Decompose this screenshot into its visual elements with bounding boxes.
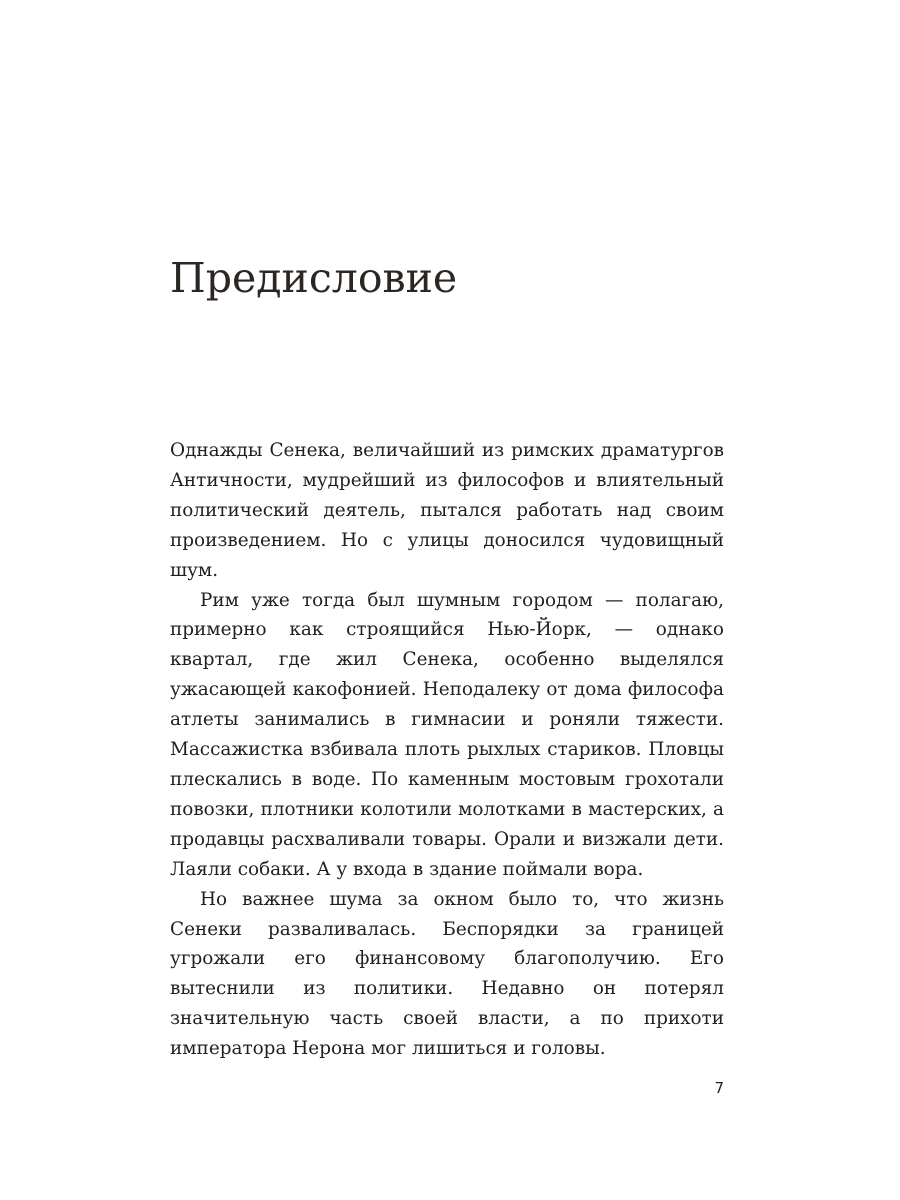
body-text: [170, 436, 724, 1064]
page-number: 7: [714, 1079, 724, 1097]
chapter-title: Предисловие: [170, 254, 458, 302]
paragraph-1: Однажды Сенека, величайший из римских драматургов Античности, мудрейший из философов и влиятельный политический деятель, пытался работать над своим произведением. Но с улицы доносился чудовищный шум.: [170, 440, 724, 581]
paragraph-2: Рим уже тогда был шумным городом — полагаю, примерно как строящийся Нью-Йорк, — однако квартал, где жил Сенека, особенно выделялся ужасающей какофонией. Неподалеку от дома философа атлеты занимались в гимнасии и роняли тяжести. Массажистка взбивала плоть рыхлых стариков. Пловцы плескались в воде. По каменным мостовым грохотали повозки, плотники колотили молотками в мастерских, а продавцы расхваливали товары. Орали и визжали дети. Лаяли собаки. А у входа в здание поймали вора.: [170, 589, 724, 880]
paragraph-3: Но важнее шума за окном было то, что жизнь Сенеки разваливалась. Беспорядки за границей угрожали его финансовому благополучию. Его вытеснили из политики. Недавно он потерял значительную часть своей власти, а по прихоти императора Нерона мог лишиться и головы.: [170, 888, 724, 1060]
